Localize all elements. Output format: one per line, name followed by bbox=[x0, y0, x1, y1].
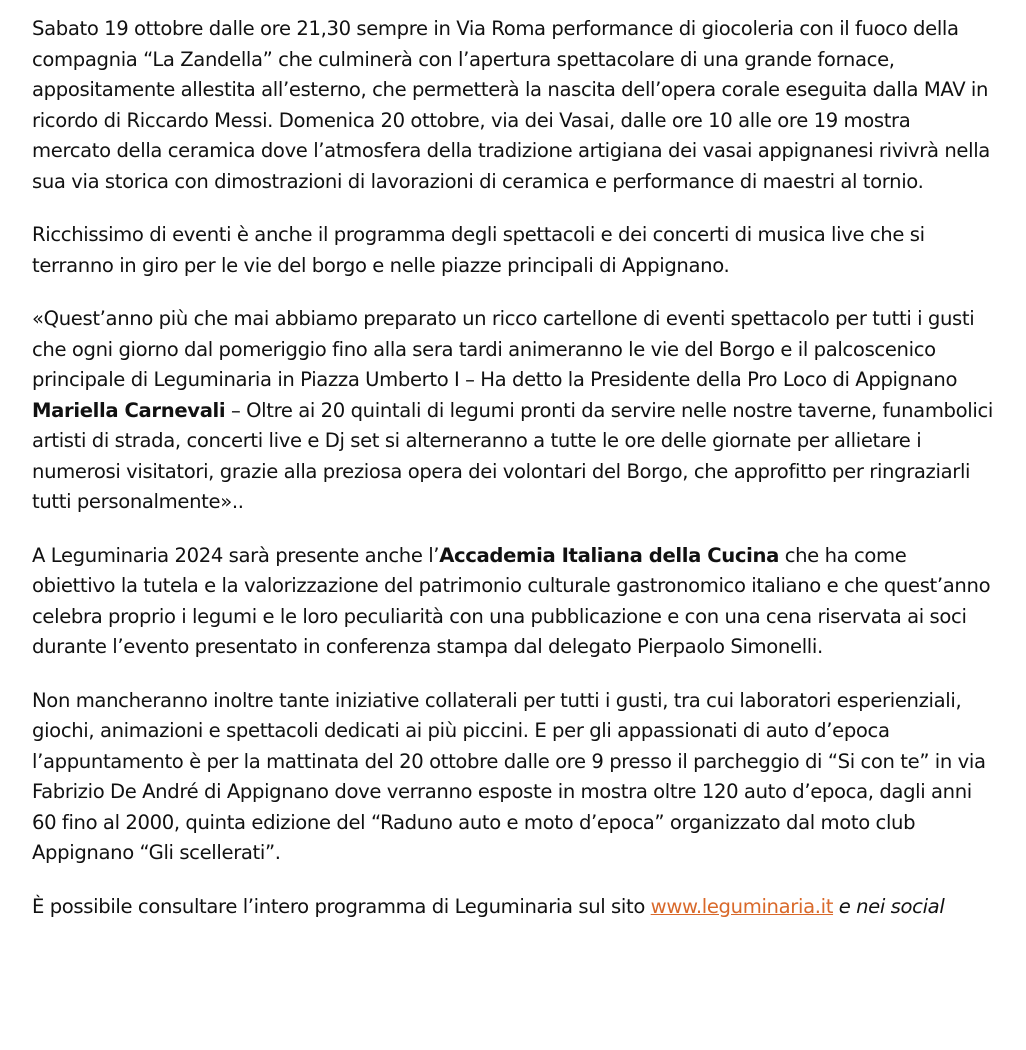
paragraph-president-quote bbox=[32, 304, 994, 518]
quote-text-start: «Quest’anno più che mai abbiamo preparato un ricco cartellone di eventi spettacolo per tutti i gusti che ogni giorno dal pomeriggio fino alla sera tardi animeranno le vie del Borgo e il palcoscenico principale di Leguminaria in Piazza Umberto I – Ha detto la Presidente della Pro Loco di Appignano bbox=[32, 307, 975, 391]
accademia-name: Accademia Italiana della Cucina bbox=[439, 543, 780, 567]
program-text: È possibile consultare l’intero programma di Leguminaria sul sito bbox=[32, 894, 651, 918]
quote-text-end: – Oltre ai 20 quintali di legumi pronti da servire nelle nostre taverne, funambolici artisti di strada, concerti live e Dj set si alterneranno a tutte le ore delle giornate per allietare i numerosi visitatori, grazie alla preziosa opera dei volontari del Borgo, che approfitto per ringraziarli tutti personalmente».. bbox=[32, 398, 993, 513]
paragraph-shows-concerts: Ricchissimo di eventi è anche il programma degli spettacoli e dei concerti di musica live che si terranno in giro per le vie del borgo e nelle piazze principali di Appignano. bbox=[32, 223, 925, 277]
president-name: Mariella Carnevali bbox=[32, 398, 226, 422]
social-text: e nei social bbox=[833, 894, 945, 918]
paragraph-accademia bbox=[32, 541, 994, 663]
article-body bbox=[32, 14, 994, 945]
leguminaria-website-link[interactable]: www.leguminaria.it bbox=[650, 894, 834, 918]
accademia-text-end: che ha come obiettivo la tutela e la valorizzazione del patrimonio culturale gastronomico italiano e che quest’anno celebra proprio i legumi e le loro peculiarità con una pubblicazione e con una cena riservata ai soci durante l’evento presentato in conferenza stampa dal delegato Pierpaolo Simonelli. bbox=[32, 543, 991, 658]
paragraph-events-saturday-sunday: Sabato 19 ottobre dalle ore 21,30 sempre in Via Roma performance di giocoleria con il fuoco della compagnia “La Zandella” che culminerà con l’apertura spettacolare di una grande fornace, appositamente allestita all’esterno, che permetterà la nascita dell’opera corale eseguita dalla MAV in ricordo di Riccardo Messi. Domenica 20 ottobre, via dei Vasai, dalle ore 10 alle ore 19 mostra mercato della ceramica dove l’atmosfera della tradizione artigiana dei vasai appignanesi rivivrà nella sua via storica con dimostrazioni di lavorazioni di ceramica e performance di maestri al tornio. bbox=[32, 17, 990, 193]
paragraph-program-link bbox=[32, 892, 994, 923]
accademia-text-start: A Leguminaria 2024 sarà presente anche l’ bbox=[32, 543, 440, 567]
paragraph-collateral-initiatives: Non mancheranno inoltre tante iniziative collaterali per tutti i gusti, tra cui laboratori esperienziali, giochi, animazioni e spettacoli dedicati ai più piccini. E per gli appassionati di auto d’epoca l’appuntamento è per la mattinata del 20 ottobre dalle ore 9 presso il parcheggio di “Si con te” in via Fabrizio De André di Appignano dove verranno esposte in mostra oltre 120 auto d’epoca, dagli anni 60 fino al 2000, quinta edizione del “Raduno auto e moto d’epoca” organizzato dal moto club Appignano “Gli scellerati”. bbox=[32, 688, 986, 864]
